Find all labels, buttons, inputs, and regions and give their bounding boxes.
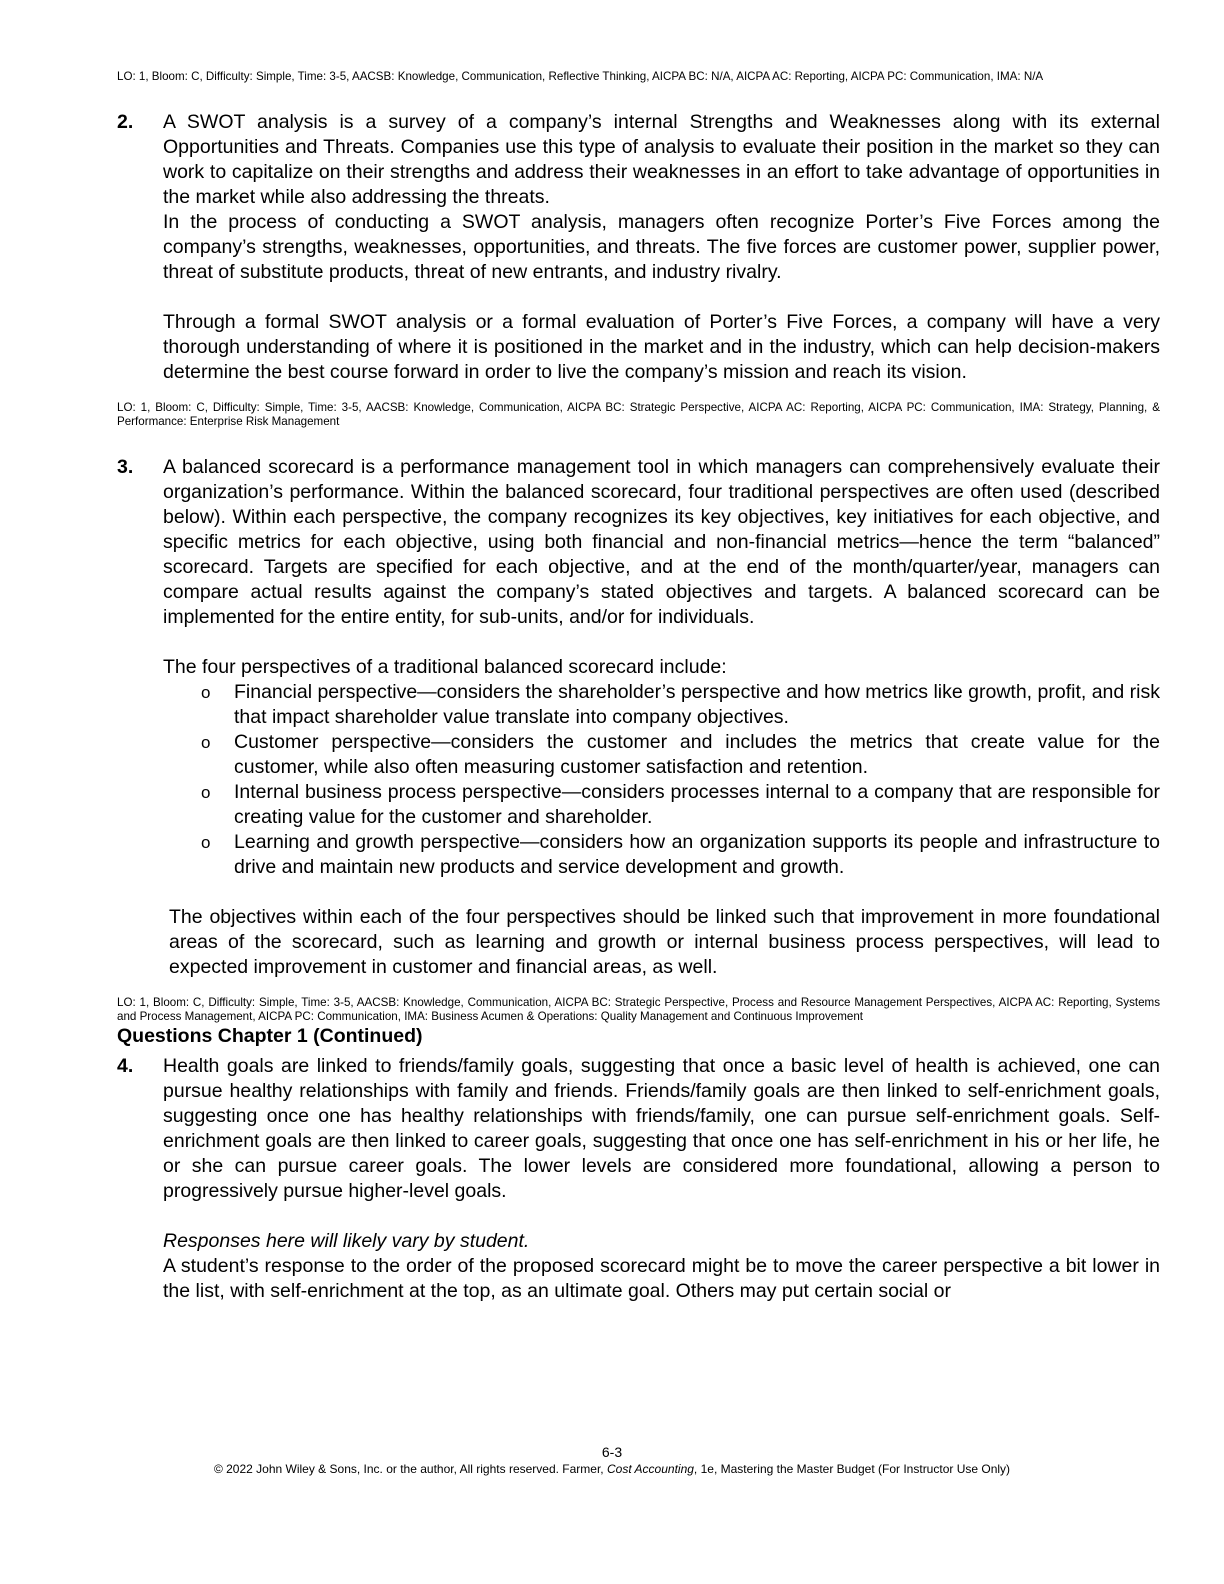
question-3 [117, 455, 1160, 980]
document-page [117, 70, 1160, 1304]
question-4 [117, 1054, 1160, 1304]
question-body [163, 455, 1160, 980]
question-number: 3. [117, 456, 134, 478]
list-item-text: Financial perspective—considers the shareholder’s perspective and how metrics like growth, profit, and risk that impact shareholder value translate into company objectives. [234, 681, 1160, 728]
list-item-text: Internal business process perspective—considers processes internal to a company that are responsible for creating value for the customer and shareholder. [234, 781, 1160, 828]
paragraph: Through a formal SWOT analysis or a formal evaluation of Porter’s Five Forces, a company will have a very thorough understanding of where it is positioned in the market and in the industry, which can help decision-makers determine the best course forward in order to live the company’s mission and reach its vision. [163, 311, 1160, 383]
circle-bullet-icon: o [201, 733, 211, 752]
list-item [201, 780, 1160, 830]
paragraph: A student’s response to the order of the proposed scorecard might be to move the career perspective a bit lower in the list, with self-enrichment at the top, as an ultimate goal. Others may put certain social or [163, 1255, 1160, 1302]
question-number: 2. [117, 111, 134, 133]
circle-bullet-icon: o [201, 833, 211, 852]
paragraph: A SWOT analysis is a survey of a company’s internal Strengths and Weaknesses along with its external Opportunities and Threats. Companies use this type of analysis to evaluate their position in the market so they can work to capitalize on their strengths and address their weaknesses in an effort to take advantage of opportunities in the market while also addressing the threats. [163, 111, 1160, 208]
page-number: 6-3 [601, 1444, 623, 1460]
question-2 [117, 110, 1160, 385]
question-number: 4. [117, 1055, 134, 1077]
paragraph: The four perspectives of a traditional balanced scorecard include: [163, 656, 727, 678]
learning-objective-metadata: LO: 1, Bloom: C, Difficulty: Simple, Time: 3-5, AACSB: Knowledge, Communication, Reflective Thinking, AICPA BC: N/A, AICPA AC: Reporting, AICPA PC: Communication, IMA: N/A [117, 70, 1044, 83]
list-item [201, 680, 1160, 730]
paragraph: Health goals are linked to friends/family goals, suggesting that once a basic level of health is achieved, one can pursue healthy relationships with family and friends. Friends/family goals are then linked to self-enrichment goals, suggesting once one has healthy relationships with friends/family, one can pursue self-enrichment goals. Self-enrichment goals are then linked to career goals, suggesting that once one has self-enrichment in his or her life, he or she can pursue career goals. The lower levels are considered more foundational, allowing a person to progressively pursue higher-level goals. [163, 1055, 1160, 1202]
circle-bullet-icon: o [201, 683, 211, 702]
paragraph: The objectives within each of the four perspectives should be linked such that improvement in more foundational areas of the scorecard, such as learning and growth or internal business process perspectives, will lead to expected improvement in customer and financial areas, as well. [169, 906, 1160, 978]
question-body [163, 110, 1160, 385]
copyright-notice: © 2022 John Wiley & Sons, Inc. or the author, All rights reserved. Farmer, Cost Accounting, 1e, Mastering the Master Budget (For Instructor Use Only) [213, 1462, 1011, 1476]
list-item-text: Learning and growth perspective—considers how an organization supports its people and infrastructure to drive and maintain new products and service development and growth. [234, 831, 1160, 878]
question-body [163, 1054, 1160, 1304]
paragraph: A balanced scorecard is a performance management tool in which managers can comprehensively evaluate their organization’s performance. Within the balanced scorecard, four traditional perspectives are often used (described below). Within each perspective, the company recognizes its key objectives, key initiatives for each objective, and specific metrics for each objective, using both financial and non-financial metrics—hence the term “balanced” scorecard. Targets are specified for each objective, and at the end of the month/quarter/year, managers can compare actual results against the company’s stated objectives and targets. A balanced scorecard can be implemented for the entire entity, for sub-units, and/or for individuals. [163, 456, 1160, 628]
section-heading: Questions Chapter 1 (Continued) [117, 1025, 423, 1047]
perspectives-list [163, 680, 1160, 880]
circle-bullet-icon: o [201, 783, 211, 802]
paragraph: In the process of conducting a SWOT analysis, managers often recognize Porter’s Five Forces among the company’s strengths, weaknesses, opportunities, and threats. The five forces are customer power, supplier power, threat of substitute products, threat of new entrants, and industry rivalry. [163, 211, 1160, 283]
learning-objective-metadata: LO: 1, Bloom: C, Difficulty: Simple, Time: 3-5, AACSB: Knowledge, Communication, AICPA BC: Strategic Perspective, AICPA AC: Reporting, AICPA PC: Communication, IMA: Strategy, Planning, & Performance: Enterprise Risk Management [117, 401, 1160, 428]
italic-note: Responses here will likely vary by student. [163, 1230, 530, 1252]
list-item [201, 730, 1160, 780]
learning-objective-metadata: LO: 1, Bloom: C, Difficulty: Simple, Time: 3-5, AACSB: Knowledge, Communication, AICPA BC: Strategic Perspective, Process and Resource Management Perspectives, AICPA AC: Reporting, Systems and Process Management, AICPA PC: Communication, IMA: Business Acumen & Operations: Quality Management and Continuous Improvement [117, 996, 1160, 1023]
list-item [201, 830, 1160, 880]
list-item-text: Customer perspective—considers the customer and includes the metrics that create value for the customer, while also often measuring customer satisfaction and retention. [234, 731, 1160, 778]
